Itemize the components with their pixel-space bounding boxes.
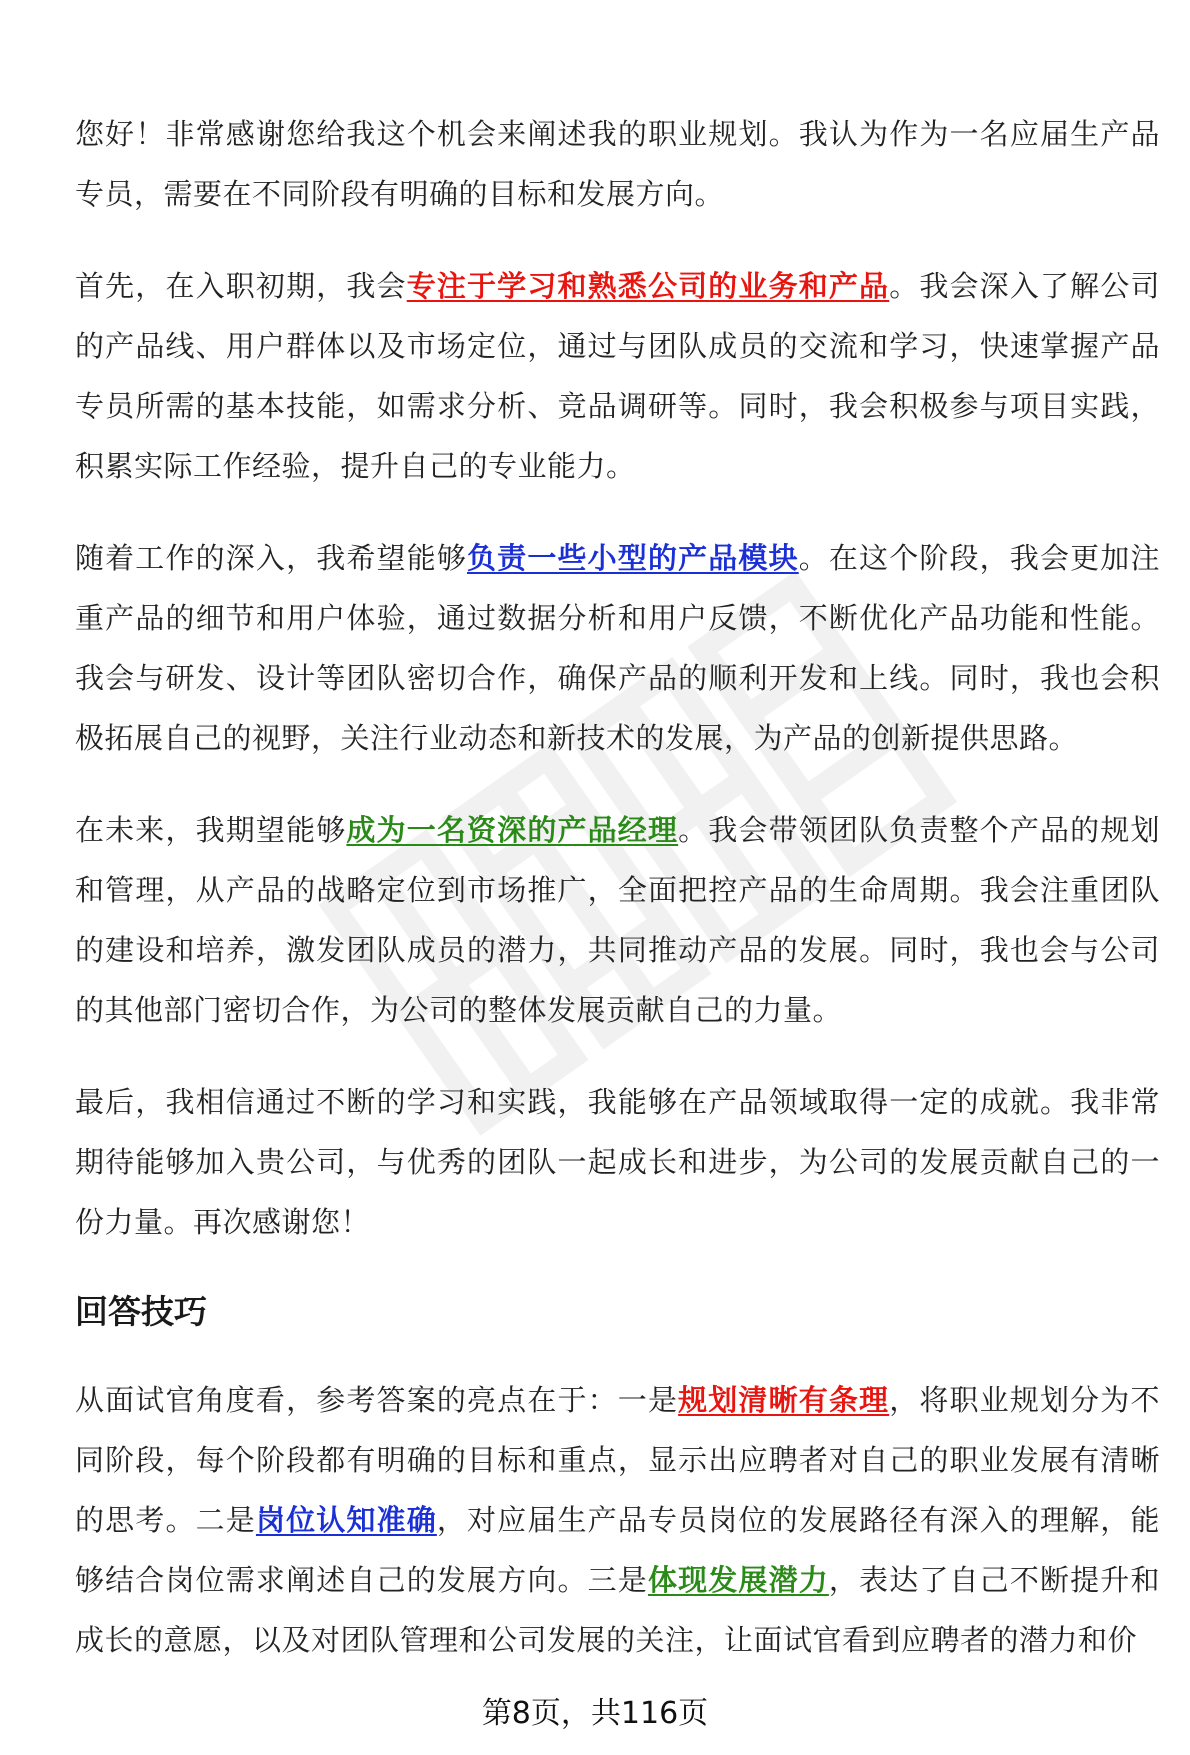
- paragraph-text: 在未来，我期望能够: [75, 813, 347, 847]
- paragraph-text: 。我会深入了解公司的产品线、用户群体以及市场定位，通过与团队成员的交流和学习，快速掌握产品专员所需的基本技能，如需求分析、竞品调研等。同时，我会积极参与项目实践，积累实际工作经验，提升自己的专业能力。: [75, 269, 1160, 483]
- paragraph-text: 。在这个阶段，我会更加注重产品的细节和用户体验，通过数据分析和用户反馈，不断优化产品功能和性能。我会与研发、设计等团队密切合作，确保产品的顺利开发和上线。同时，我也会积极拓展自己的视野，关注行业动态和新技术的发展，为产品的创新提供思路。: [75, 541, 1160, 755]
- paragraph-text: 随着工作的深入，我希望能够: [75, 541, 468, 575]
- highlight-phrase-red: 专注于学习和熟悉公司的业务和产品: [406, 269, 890, 303]
- paragraph-text: ，将职业规划分为不同阶段，每个阶段都有明确的目标和重点，显示出应聘者对自己的职业发展有清晰的思考。二是: [75, 1383, 1160, 1537]
- paragraph-stage-three: [75, 800, 1160, 1040]
- paragraph-intro: [75, 104, 1160, 224]
- paragraph-text: 最后，我相信通过不断的学习和实践，我能够在产品领域取得一定的成就。我非常期待能够加入贵公司，与优秀的团队一起成长和进步，为公司的发展贡献自己的一份力量。再次感谢您！: [75, 1085, 1160, 1239]
- section-title: 回答技巧: [75, 1292, 207, 1331]
- paragraph-tips: [75, 1370, 1160, 1670]
- page-number-footer: 第8页，共116页: [481, 1696, 709, 1731]
- highlight-phrase-blue: 岗位认知准确: [255, 1503, 437, 1537]
- highlight-phrase-green: 成为一名资深的产品经理: [346, 813, 679, 847]
- paragraph-text: 首先，在入职初期，我会: [75, 269, 407, 303]
- paragraph-text: ，对应届生产品专员岗位的发展路径有深入的理解，能够结合岗位需求阐述自己的发展方向。三是: [75, 1503, 1160, 1597]
- paragraph-text: 从面试官角度看，参考答案的亮点在于：一是: [75, 1383, 679, 1417]
- highlight-phrase-blue: 负责一些小型的产品模块: [467, 541, 799, 575]
- paragraph-text: 您好！非常感谢您给我这个机会来阐述我的职业规划。我认为作为一名应届生产品专员，需要在不同阶段有明确的目标和发展方向。: [75, 117, 1160, 211]
- document-body: [75, 104, 1160, 1702]
- paragraph-stage-two: [75, 528, 1160, 768]
- paragraph-stage-one: [75, 256, 1160, 496]
- paragraph-conclusion: [75, 1072, 1160, 1252]
- paragraph-text: 。我会带领团队负责整个产品的规划和管理，从产品的战略定位到市场推广，全面把控产品的生命周期。我会注重团队的建设和培养，激发团队成员的潜力，共同推动产品的发展。同时，我也会与公司的其他部门密切合作，为公司的整体发展贡献自己的力量。: [75, 813, 1160, 1027]
- highlight-phrase-green: 体现发展潜力: [647, 1563, 829, 1597]
- highlight-phrase-red: 规划清晰有条理: [678, 1383, 890, 1417]
- paragraph-text: ，表达了自己不断提升和成长的意愿，以及对团队管理和公司发展的关注，让面试官看到应聘者的潜力和价: [75, 1563, 1160, 1657]
